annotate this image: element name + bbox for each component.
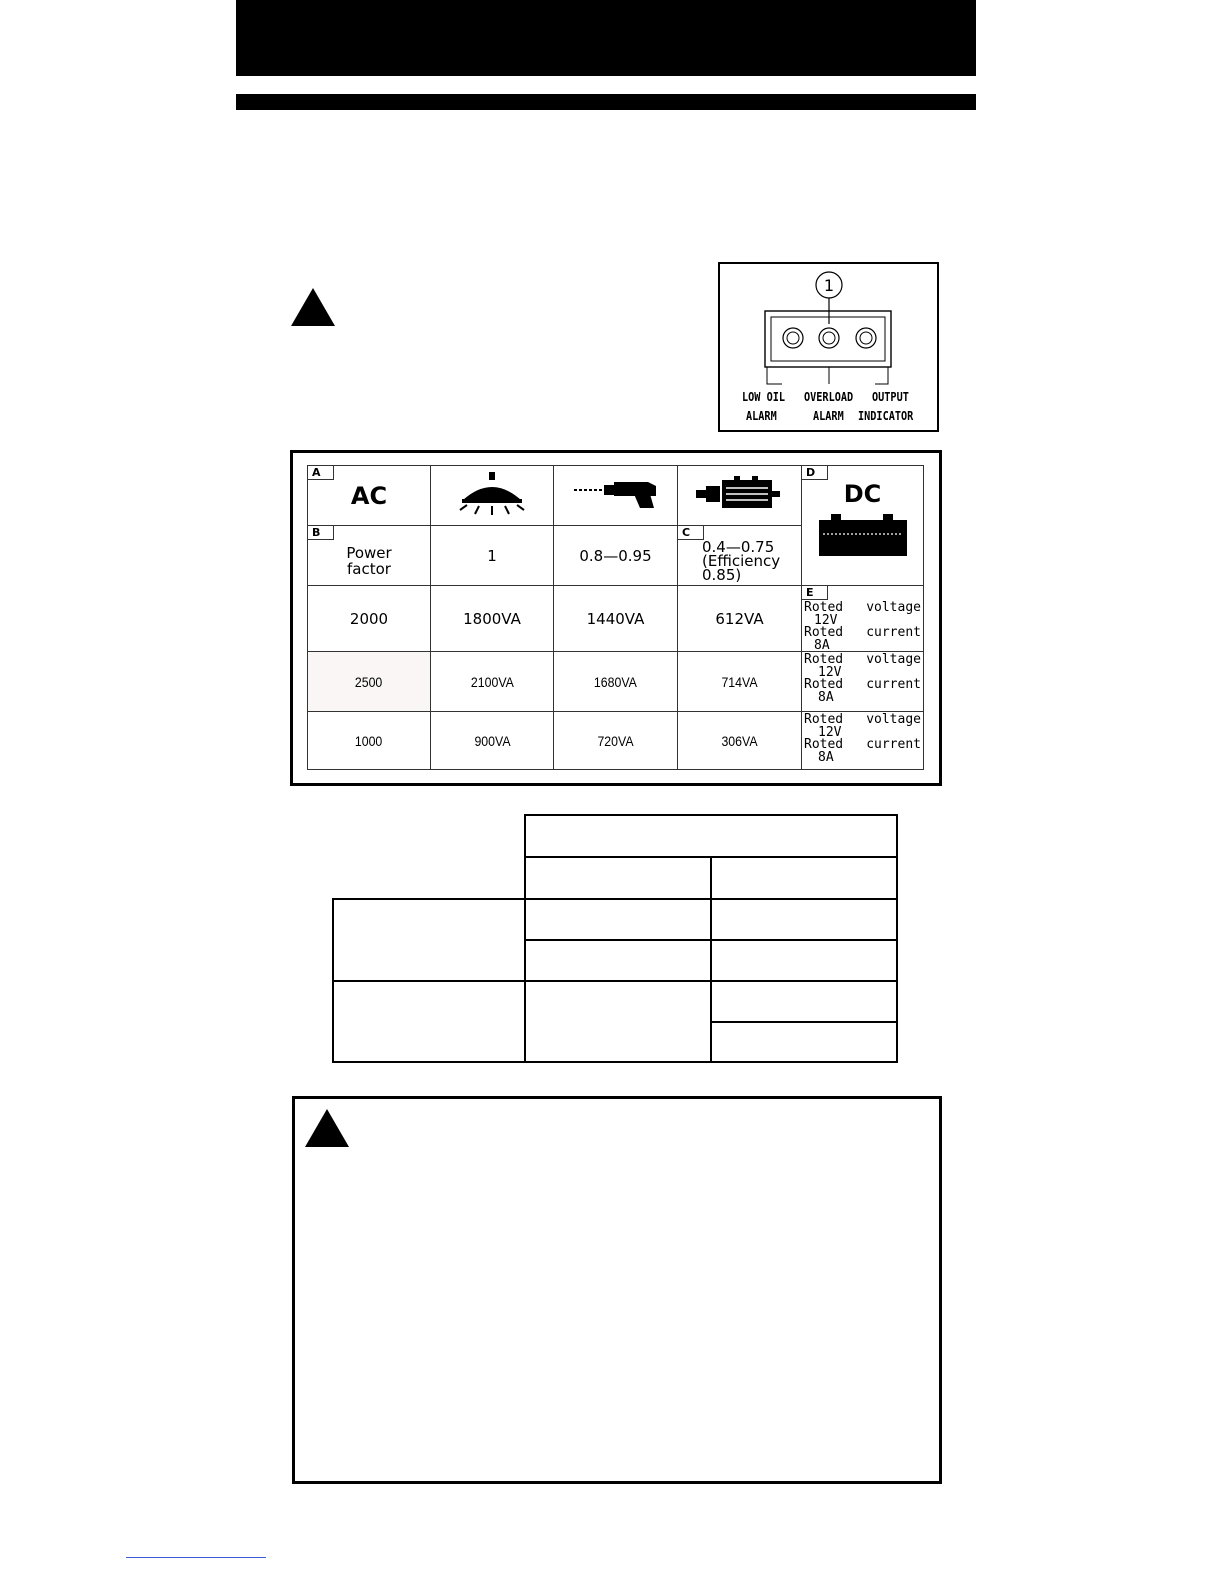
empty-spec-table: [332, 814, 898, 1063]
motor-pf-line2: (Efficiency: [702, 552, 781, 570]
motor-va-1000: 306VA: [678, 712, 802, 770]
indicator-panel-diagram: [720, 264, 937, 430]
drill-va-2500: 1680VA: [554, 652, 678, 712]
warning-icon: [305, 1109, 349, 1147]
table-subheader-cell: [525, 857, 711, 899]
rating-1000: 1000: [308, 712, 431, 770]
table-cell: [711, 899, 897, 940]
warning-icon: [291, 288, 335, 326]
tag-e: E: [802, 586, 828, 600]
table-cell: [525, 940, 711, 981]
indicator-label: INDICATOR: [858, 409, 914, 423]
callout-number: 1: [823, 276, 835, 295]
motor-icon: [692, 474, 788, 514]
lamp-power-factor: 1: [431, 526, 554, 586]
drill-icon: [568, 476, 664, 512]
motor-pf-line3: 0.85): [702, 566, 742, 584]
motor-cell: [678, 466, 802, 526]
output-label: OUTPUT: [872, 390, 909, 404]
dc-spec-row-3: Roted voltage 12V Roted current 8A: [802, 712, 924, 770]
rating-2000: 2000: [308, 586, 431, 652]
motor-pf-line1: 0.4—0.75: [702, 538, 775, 556]
load-chart-table: [307, 465, 924, 770]
low-oil-label: LOW OIL: [742, 390, 785, 404]
drill-va-2000: 1440VA: [554, 586, 678, 652]
drill-power-factor: 0.8—0.95: [554, 526, 678, 586]
power-factor-label-cell: [308, 526, 431, 586]
output-lamp: [856, 328, 876, 348]
table-row-label: [333, 899, 525, 981]
table-subheader-cell: [711, 857, 897, 899]
lamp-icon: [457, 470, 527, 518]
tag-c: C: [678, 526, 704, 540]
drill-cell: [554, 466, 678, 526]
overload-label: OVERLOAD: [804, 390, 854, 404]
ac-label: AC: [350, 481, 388, 510]
power-factor-label-line1: Power: [346, 543, 392, 562]
lamp-va-2000: 1800VA: [431, 586, 554, 652]
lamp-va-1000: 900VA: [431, 712, 554, 770]
tag-d: D: [802, 466, 828, 480]
warning-box: [292, 1096, 942, 1484]
table-row-label: [333, 981, 525, 1062]
table-header-cell: [525, 815, 897, 857]
motor-power-factor-cell: [678, 526, 802, 586]
header-rule: [236, 94, 976, 110]
overload-alarm-label: ALARM: [813, 409, 844, 423]
indicator-panel-figure: [718, 262, 939, 432]
dc-spec-row-2: Roted voltage 12V Roted current 8A: [802, 652, 924, 712]
drill-va-1000: 720VA: [554, 712, 678, 770]
power-factor-label-line2: factor: [347, 559, 391, 578]
table-cell: [525, 899, 711, 940]
table-cell: [711, 981, 897, 1022]
battery-icon: [817, 512, 909, 560]
motor-va-2500: 714VA: [678, 652, 802, 712]
table-cell: [711, 1022, 897, 1062]
table-cell: [711, 940, 897, 981]
lamp-va-2500: 2100VA: [431, 652, 554, 712]
tag-a: A: [308, 466, 334, 480]
low-oil-alarm-label: ALARM: [746, 409, 777, 423]
low-oil-lamp: [783, 328, 803, 348]
table-cell: [525, 981, 711, 1062]
dc-cell: [802, 466, 924, 586]
load-chart: [290, 450, 942, 786]
rating-2500: 2500: [308, 652, 431, 712]
header-bar: [236, 0, 976, 76]
footer-link-underline[interactable]: [126, 1557, 266, 1558]
overload-lamp: [819, 328, 839, 348]
ac-cell: [308, 466, 431, 526]
motor-va-2000: 612VA: [678, 586, 802, 652]
dc-spec-row-1: E Roted voltage 12V Roted current 8A: [802, 586, 924, 652]
tag-b: B: [308, 526, 334, 540]
lamp-cell: [431, 466, 554, 526]
dc-label: DC: [843, 480, 882, 508]
